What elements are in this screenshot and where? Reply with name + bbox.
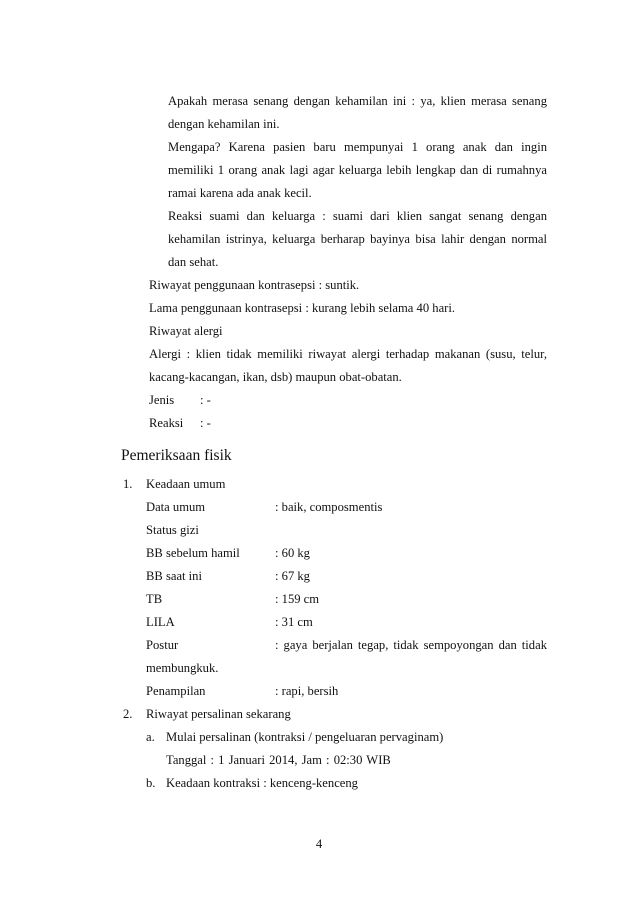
exam-row-value: : 159 cm — [275, 592, 320, 606]
section-number: 1. — [123, 477, 133, 491]
intro-line: memiliki 1 orang anak lagi agar keluarga lebih lengkap dan di rumahnya — [168, 163, 547, 177]
exam-row-value: : 60 kg — [275, 546, 310, 560]
item-text: Keadaan kontraksi : kenceng-kenceng — [166, 776, 358, 790]
section-title: Riwayat persalinan sekarang — [146, 707, 291, 721]
intro-line: Apakah merasa senang dengan kehamilan ini : ya, klien merasa senang — [168, 94, 547, 108]
lama-kontrasepsi-line: Lama penggunaan kontrasepsi : kurang lebih selama 40 hari. — [149, 301, 456, 315]
kontrasepsi-line: Riwayat penggunaan kontrasepsi : suntik. — [149, 278, 360, 292]
item-letter: a. — [146, 730, 155, 744]
exam-row-value: : baik, composmentis — [275, 500, 383, 514]
intro-line: Reaksi suami dan keluarga : suami dari klien sangat senang dengan — [168, 209, 547, 223]
section-number: 2. — [123, 707, 133, 721]
intro-line: Mengapa? Karena pasien baru mempunyai 1 orang anak dan ingin — [168, 140, 547, 154]
reaksi-value: : - — [200, 416, 211, 430]
exam-row-label: TB — [146, 592, 163, 606]
exam-row-label: BB sebelum hamil — [146, 546, 240, 560]
jenis-label: Jenis — [149, 393, 175, 407]
intro-line: kehamilan istrinya, keluarga berharap bayinya bisa lahir dengan normal — [168, 232, 547, 246]
item-detail: Tanggal : 1 Januari 2014, Jam : 02:30 WIB — [166, 753, 391, 767]
exam-row-label: Data umum — [146, 500, 206, 514]
exam-row-label: Penampilan — [146, 684, 206, 698]
exam-row-value: : rapi, bersih — [275, 684, 339, 698]
section-heading: Pemeriksaan fisik — [121, 447, 232, 464]
exam-row-label: LILA — [146, 615, 175, 629]
exam-row-value: : 67 kg — [275, 569, 310, 583]
exam-row-label: BB saat ini — [146, 569, 202, 583]
exam-row-value: : 31 cm — [275, 615, 313, 629]
page-number: 4 — [315, 837, 323, 851]
alergi-title: Riwayat alergi — [149, 324, 223, 338]
alergi-line: Alergi : klien tidak memiliki riwayat alergi terhadap makanan (susu, telur, — [149, 347, 547, 361]
exam-row-label: Status gizi — [146, 523, 199, 537]
exam-row-value: : gaya berjalan tegap, tidak sempoyongan dan tidak — [275, 638, 547, 652]
alergi-line: kacang-kacangan, ikan, dsb) maupun obat-obatan. — [149, 370, 402, 384]
item-letter: b. — [146, 776, 156, 790]
intro-line: dan sehat. — [168, 255, 219, 269]
intro-line: ramai karena ada anak kecil. — [168, 186, 312, 200]
intro-line: dengan kehamilan ini. — [168, 117, 280, 131]
jenis-value: : - — [200, 393, 211, 407]
exam-row-label: Postur — [146, 638, 179, 652]
item-text: Mulai persalinan (kontraksi / pengeluaran pervaginam) — [166, 730, 444, 744]
section-title: Keadaan umum — [146, 477, 226, 491]
exam-row-label: membungkuk. — [146, 661, 219, 675]
reaksi-label: Reaksi — [149, 416, 184, 430]
